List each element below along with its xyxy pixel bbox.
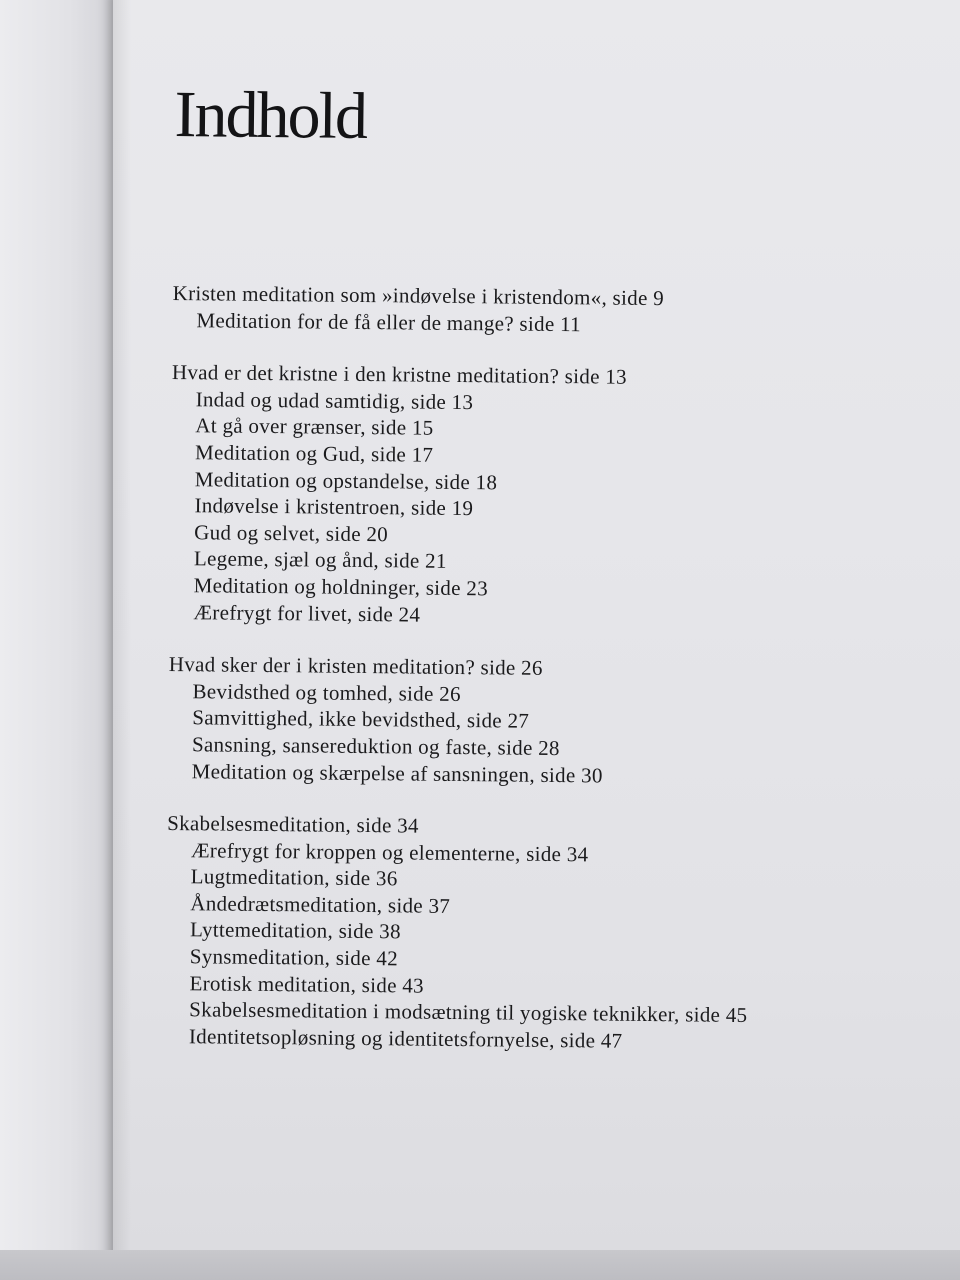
- page-title: Indhold: [174, 78, 367, 153]
- toc-item: Meditation og holdninger, side 23: [193, 573, 489, 601]
- toc-section: [172, 280, 893, 341]
- toc-item: Erotisk meditation, side 43: [189, 970, 425, 998]
- toc-item: Ærefrygt for livet, side 24: [193, 599, 421, 627]
- toc-heading: Kristen meditation som »indøvelse i kristendom«, side 9: [172, 280, 665, 311]
- toc-item: Lugtmeditation, side 36: [190, 864, 398, 891]
- page-gutter-shadow: [113, 0, 131, 1262]
- toc-item: Legeme, sjæl og ånd, side 21: [193, 546, 447, 574]
- toc-heading: Hvad sker der i kristen meditation? side 26: [168, 652, 543, 681]
- toc-item: Meditation og opstandelse, side 18: [194, 466, 498, 494]
- toc-item: Indøvelse i kristentroen, side 19: [194, 493, 474, 521]
- toc-section: [169, 359, 892, 632]
- previous-page: [0, 0, 125, 1280]
- toc-item: Lyttemeditation, side 38: [189, 917, 401, 944]
- toc-item: Samvittighed, ikke bevidsthed, side 27: [192, 705, 530, 734]
- toc-heading: Hvad er det kristne i den kristne meditation? side 13: [171, 360, 628, 389]
- toc-item: Ærefrygt for kroppen og elementerne, side 34: [190, 837, 589, 867]
- toc-item: Meditation og skærpelse af sansningen, side 30: [191, 758, 603, 788]
- toc-item: Skabelsesmeditation i modsætning til yogiske teknikker, side 45: [189, 997, 748, 1028]
- toc-item: Gud og selvet, side 20: [194, 519, 389, 547]
- toc-section: [168, 651, 889, 792]
- table-of-contents: [165, 78, 895, 1083]
- toc-item: Bevidsthed og tomhed, side 26: [192, 678, 461, 706]
- toc-item: Sansning, sansereduktion og faste, side 28: [191, 732, 560, 760]
- toc-heading: Skabelsesmeditation, side 34: [167, 811, 419, 838]
- toc-item: Meditation og Gud, side 17: [194, 440, 434, 467]
- background-surface: [0, 1250, 960, 1280]
- toc-item: Identitetsopløsning og identitetsfornyelse, side 47: [188, 1024, 623, 1053]
- toc-item: At gå over grænser, side 15: [195, 413, 434, 441]
- toc-item: Meditation for de få eller de mange? side 11: [196, 307, 582, 336]
- toc-item: Synsmeditation, side 42: [189, 944, 399, 971]
- toc-item: Åndedrætsmeditation, side 37: [190, 891, 451, 918]
- toc-section: [165, 810, 887, 1057]
- toc-item: Indad og udad samtidig, side 13: [195, 387, 474, 414]
